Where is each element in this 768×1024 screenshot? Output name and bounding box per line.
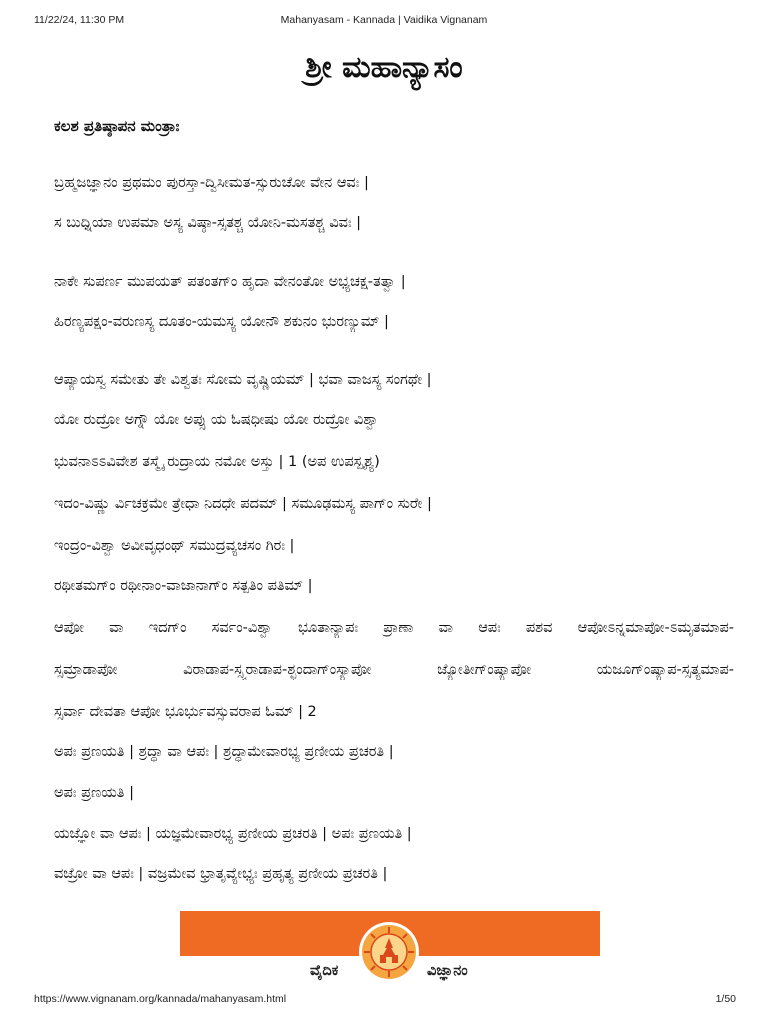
verse-line: ಸ್ಸಮ್ರಾಡಾಪೋ ವಿರಾಡಾಪ-ಸ್ಸ್ವರಾಡಾಪ-ಶ್ಛಂದಾಗ್ಂಸ್ಯಾಪೋ ಜ್ಯೋತೀಗ್ಂಷ್ಯಾಪೋ ಯಜೂಗ್ಂಷ್ಯಾಪ-ಸ್ಸತ್ಯಮಾಪ- [54, 662, 734, 678]
verse-line: ಇಂದ್ರಂ-ವಿಶ್ವಾ ಅವೀವೃಧಂಥ್ ಸಮುದ್ರವ್ಯಚಸಂ ಗಿರಃ | [54, 538, 295, 554]
verse-line: ರಥೀತಮಗ್ಂ ರಥೀನಾಂ-ವಾಜಾನಾಗ್ಂ ಸತ್ಪತಿಂ ಪತಿಮ್ | [54, 578, 313, 594]
verse-line: ಭುವನಾಽಽವಿವೇಶ ತಸ್ಮೈ ರುದ್ರಾಯ ನಮೋ ಅಸ್ತು | 1 (ಅಪ ಉಪಸ್ಪೃಶ್ಯ) [54, 454, 380, 470]
document-title: ಶ್ರೀ ಮಹಾನ್ಯಾಸಂ [305, 50, 463, 85]
banner-text-vaidika: ವೈದಿಕ [310, 963, 339, 979]
banner-text-vignanam: ವಿಜ್ಞಾನಂ [427, 963, 468, 979]
print-header [0, 14, 768, 28]
verse-line: ಯಜ್ಞೋ ವಾ ಆಪಃ | ಯಜ್ಞಮೇವಾರಭ್ಯ ಪ್ರಣೀಯ ಪ್ರಚರತಿ | ಅಪಃ ಪ್ರಣಯತಿ | [54, 826, 412, 842]
verse-line: ಯೋ ರುದ್ರೋ ಅಗ್ನೌ ಯೋ ಅಪ್ಸು ಯ ಓಷಧೀಷು ಯೋ ರುದ್ರೋ ವಿಶ್ವಾ [54, 412, 379, 428]
verse-line: ವಜ್ರೋ ವಾ ಆಪಃ | ವಜ್ರಮೇವ ಭ್ರಾತೃವ್ಯೇಭ್ಯಃ ಪ್ರಹೃತ್ಯ ಪ್ರಣೀಯ ಪ್ರಚರತಿ | [54, 866, 388, 882]
page-url: https://www.vignanam.org/kannada/mahanyasam.html [34, 993, 287, 1005]
verse-line: ಸ್ಸರ್ವಾ ದೇವತಾ ಆಪೋ ಭೂರ್ಭುವಸ್ಸುವರಾಪ ಓಮ್ | 2 [54, 704, 317, 720]
verse-line: ಇದಂ-ವಿಷ್ಣು ರ್ವಿಚಕ್ರಮೇ ತ್ರೇಧಾ ನಿದಧೇ ಪದಮ್ | ಸಮೂಢಮಸ್ಯ ಪಾಗ್ಂ ಸುರೇ | [54, 496, 432, 512]
verse-line: ನಾಕೇ ಸುಪರ್ಣ ಮುಪಯತ್ ಪತಂತಗ್ಂ ಹೃದಾ ವೇನಂತೋ ಅಭ್ಯಚಕ್ಷ-ತತ್ವಾ | [54, 274, 406, 290]
vaidika-vignanam-banner [180, 911, 600, 997]
verse-line: ಆಪ್ಯಾಯಸ್ವ ಸಮೇತು ತೇ ವಿಶ್ವತಃ ಸೋಮ ವೃಷ್ಣಿಯಮ್ | ಭವಾ ವಾಜಸ್ಯ ಸಂಗಥೇ | [54, 372, 432, 388]
print-page-title: Mahanyasam - Kannada | Vaidika Vignanam [280, 14, 488, 26]
verse-line: ಅಪಃ ಪ್ರಣಯತಿ | ಶ್ರದ್ಧಾ ವಾ ಆಪಃ | ಶ್ರದ್ಧಾಮೇವಾರಭ್ಯ ಪ್ರಣೀಯ ಪ್ರಚರತಿ | [54, 744, 394, 760]
page-number: 1/50 [715, 993, 736, 1005]
section-heading: ಕಲಶ ಪ್ರತಿಷ್ಠಾಪನ ಮಂತ್ರಾಃ [54, 117, 180, 135]
temple-logo-icon [358, 921, 420, 983]
print-footer [0, 993, 768, 1007]
verse-line: ಬ್ರಹ್ಮಜಜ್ಞಾನಂ ಪ್ರಥಮಂ ಪುರಸ್ತಾ-ದ್ವಿಸೀಮತ-ಸ್ಸುರುಚೋ ವೇನ ಆವಃ | [54, 175, 369, 191]
verse-line: ಹಿರಣ್ಯಪಕ್ಷಂ-ವರುಣಸ್ಯ ದೂತಂ-ಯಮಸ್ಯ ಯೋನೌ ಶಕುನಂ ಭುರಣ್ಯುಮ್ | [54, 314, 389, 330]
verse-line: ಆಪೋ ವಾ ಇದಗ್ಂ ಸರ್ವಂ-ವಿಶ್ವಾ ಭೂತಾನ್ಯಾಪಃ ಪ್ರಾಣಾ ವಾ ಆಪಃ ಪಶವ ಆಪೋಽನ್ನಮಾಪೋ-ಽಮೃತಮಾಪ- [54, 620, 734, 636]
verse-line: ಸ ಬುಧ್ನಿಯಾ ಉಪಮಾ ಅಸ್ಯ ವಿಷ್ಠಾ-ಸ್ಸತಶ್ಚ ಯೋನಿ-ಮಸತಶ್ಚ ವಿವಃ | [54, 215, 362, 231]
print-datetime: 11/22/24, 11:30 PM [34, 14, 125, 26]
verse-line: ಅಪಃ ಪ್ರಣಯತಿ | [54, 785, 134, 801]
